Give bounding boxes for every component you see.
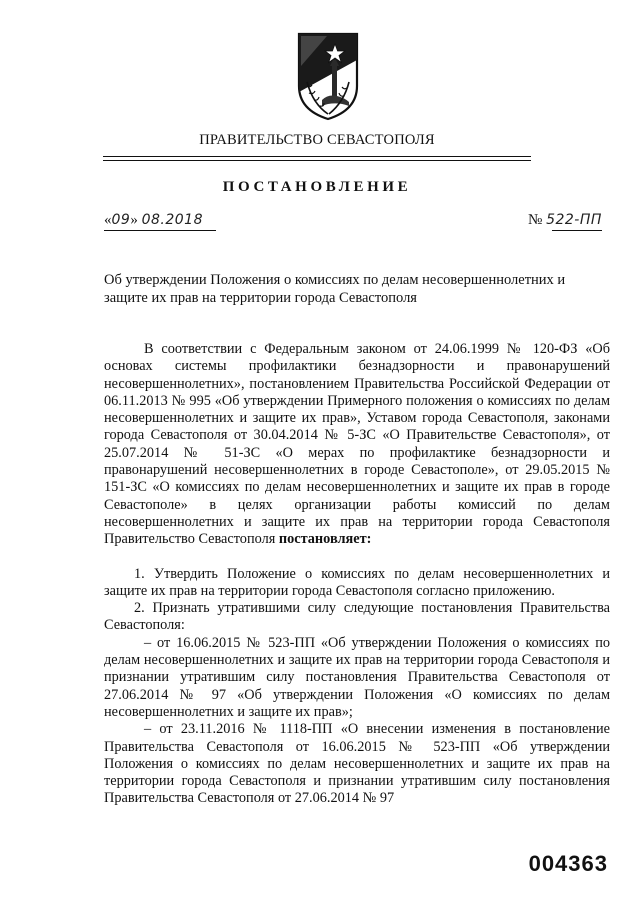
number-sign: № xyxy=(528,212,543,228)
preamble-text: В соответствии с Федеральным законом от 24.06.1999 № 120-ФЗ «Об основах системы профилактики безнадзорности и правонарушений несовершеннолетних», постановлением Правительства Российской Федерации от 06.11.2013 № 995 «Об утверждении Примерного положения о комиссиях по делам несовершеннолетних и защите их прав», Уставом города Севастополя, законами города Севастополя от 30.04.2014 № 5-ЗС «О Правительстве Севастополя», от 25.07.2014 № 51-ЗС «О мерах по профилактике безнадзорности и правонарушений несовершеннолетних в городе Севастополе», от 29.05.2015 № 151-ЗС «О комиссиях по делам несовершеннолетних и защите их прав в городе Севастополе» в целях организации работы комиссий по делам несовершеннолетних и защите их прав на территории города Севастополя Правительство Севастополя xyxy=(104,341,610,548)
date-underline xyxy=(104,230,216,231)
sub-list-item: – от 23.11.2016 № 1118-ПП «О внесении изменения в постановление Правительства Севастополя от 16.06.2015 № 523-ПП «Об утверждении Положения о комиссиях по делам несовершеннолетних и защите их прав на территории города Севастополя и признании утратившим силу постановления Правительства Севастополя от 27.06.2014 № 97 xyxy=(104,721,610,807)
document-type-title: ПОСТАНОВЛЕНИЕ xyxy=(222,179,412,195)
serial-number: 004363 xyxy=(528,851,608,876)
header-rule-thin xyxy=(103,160,531,161)
preamble-paragraph xyxy=(104,341,610,549)
government-name: ПРАВИТЕЛЬСТВО СЕВАСТОПОЛЯ xyxy=(199,132,435,148)
header-rule-thick xyxy=(103,156,531,157)
decision-colon: : xyxy=(366,531,372,548)
number-handwritten: 522-ПП xyxy=(546,212,602,228)
paragraph-gap xyxy=(104,549,610,566)
list-item: 1. Утвердить Положение о комиссиях по делам несовершеннолетних и защите их прав на территории города Севастополя согласно приложению. xyxy=(104,565,610,599)
sub-list-item: – от 16.06.2015 № 523-ПП «Об утверждении Положения о комиссиях по делам несовершеннолетних и защите их прав на территории города Севастополя и признании утратившим силу постановления Правительства Севастополя от 27.06.2014 № 97 «Об утверждении Положения «О комиссиях по делам несовершеннолетних и защите их прав»; xyxy=(104,634,610,720)
date-month-year-handwritten: 08.2018 xyxy=(141,212,203,228)
date-quote-open: « xyxy=(104,212,112,228)
list-item: 2. Признать утратившими силу следующие постановления Правительства Севастополя: xyxy=(104,600,610,634)
date-quote-close: » xyxy=(130,212,138,228)
decision-word: постановляет xyxy=(278,531,367,548)
coat-of-arms-icon xyxy=(295,30,361,122)
document-body xyxy=(104,341,610,808)
document-subject: Об утверждении Положения о комиссиях по делам несовершеннолетних и защите их прав на территории города Севастополя xyxy=(104,272,566,306)
document-number xyxy=(528,212,602,229)
date-day-handwritten: 09 xyxy=(111,212,131,228)
document-date xyxy=(104,212,216,229)
number-underline xyxy=(552,230,602,231)
